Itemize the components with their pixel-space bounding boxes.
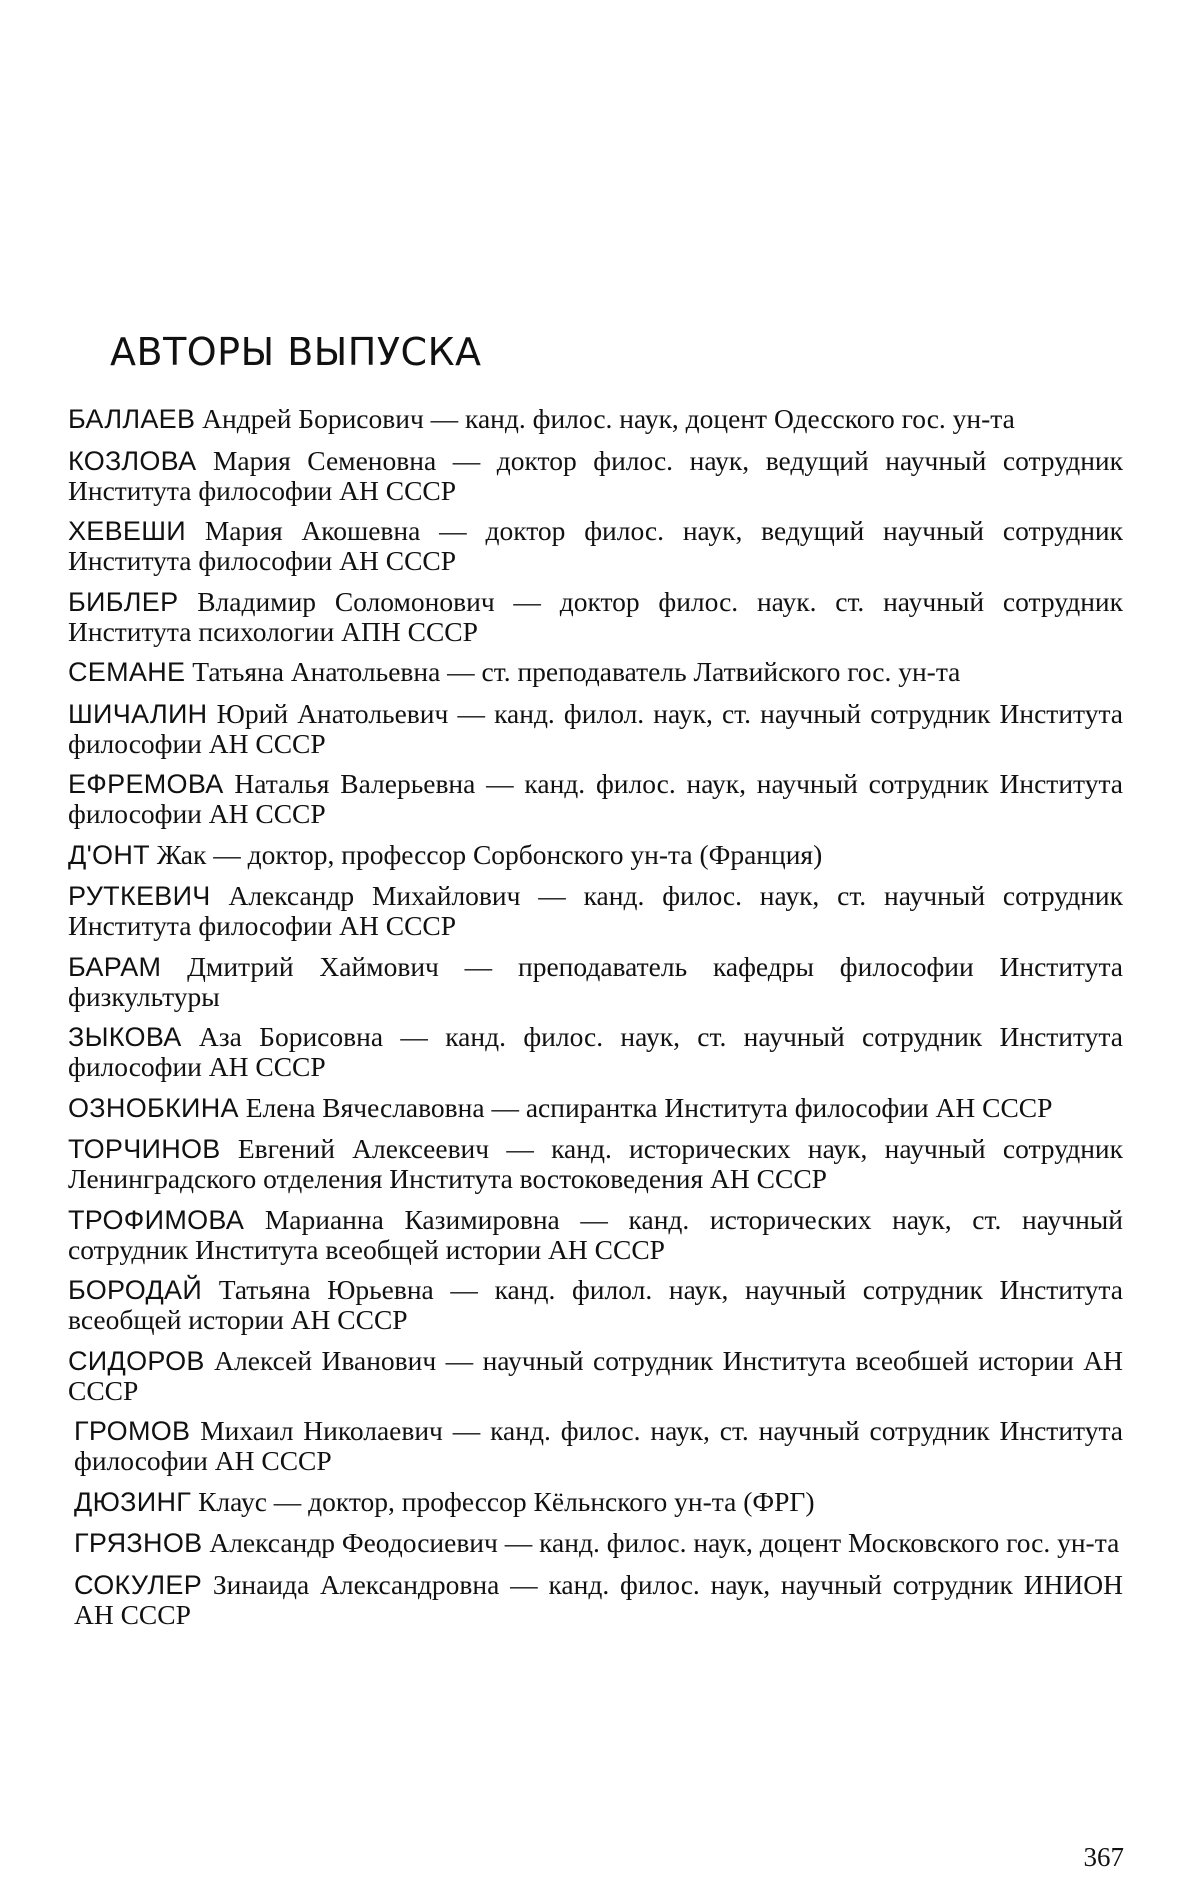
- author-surname: ОЗНОБКИНА: [68, 1092, 239, 1123]
- author-surname: КОЗЛОВА: [68, 445, 197, 476]
- author-details: Михаил Николаевич — канд. филос. наук, ст. научный сотрудник Института философии АН СССР: [74, 1415, 1124, 1476]
- author-entry: [68, 1022, 1123, 1081]
- author-surname: БОРОДАЙ: [68, 1275, 203, 1305]
- author-surname: ГРЯЗНОВ: [74, 1528, 203, 1558]
- author-entry: [68, 1528, 1123, 1558]
- page-number: 367: [1083, 1842, 1124, 1872]
- author-surname: ГРОМОВ: [74, 1416, 191, 1446]
- author-entry: [68, 587, 1123, 646]
- author-entry: [68, 1346, 1123, 1405]
- author-entry: [68, 446, 1123, 505]
- author-surname: ДЮЗИНГ: [74, 1486, 192, 1517]
- author-surname: СЕМАНЕ: [68, 657, 186, 687]
- author-surname: Д'ОНТ: [68, 839, 150, 870]
- author-entry: [68, 404, 1123, 434]
- author-entry: [68, 769, 1123, 828]
- author-entry: [68, 1416, 1123, 1475]
- author-surname: БАРАМ: [68, 951, 162, 982]
- author-list: [68, 404, 1123, 1640]
- author-surname: СИДОРОВ: [68, 1345, 205, 1376]
- author-entry: [68, 1570, 1123, 1629]
- author-entry: [68, 516, 1123, 575]
- author-surname: ШИЧАЛИН: [68, 698, 208, 729]
- author-surname: РУТКЕВИЧ: [68, 881, 211, 911]
- author-entry: [68, 881, 1123, 940]
- author-details: Мария Акошевна — доктор филос. наук, ведущий научный сотрудник Института философии АН СССР: [68, 515, 1123, 576]
- author-surname: ЕФРЕМОВА: [68, 769, 224, 799]
- author-entry: [68, 699, 1123, 758]
- author-surname: ЗЫКОВА: [68, 1022, 182, 1052]
- author-entry: [68, 1487, 1123, 1517]
- author-entry: [68, 657, 1123, 687]
- author-details: Наталья Валерьевна — канд. филос. наук, научный сотрудник Института философии АН СССР: [68, 768, 1124, 829]
- author-details: Зинаида Александровна — канд. филос. наук, научный сотрудник ИНИОН АН СССР: [74, 1568, 1124, 1630]
- author-entry: [68, 840, 1123, 870]
- author-surname: СОКУЛЕР: [74, 1569, 203, 1600]
- author-details: Александр Михайлович — канд. филос. наук, ст. научный сотрудник Института философии АН СССР: [68, 880, 1124, 941]
- author-surname: ТОРЧИНОВ: [68, 1134, 221, 1164]
- author-details: Андрей Борисович — канд. филос. наук, доцент Одесского гос. ун-та: [202, 403, 1015, 434]
- author-details: Марианна Казимировна — канд. исторических наук, ст. научный сотрудник Института всеобщей истории АН СССР: [68, 1203, 1123, 1265]
- author-details: Елена Вячеславовна — аспирантка Института философии АН СССР: [245, 1091, 1053, 1123]
- section-title: АВТОРЫ ВЫПУСКА: [110, 330, 482, 374]
- author-details: Юрий Анатольевич — канд. филол. наук, ст. научный сотрудник Института философии АН СССР: [68, 697, 1123, 759]
- author-details: Алексей Иванович — научный сотрудник Института всеобшей истории АН СССР: [68, 1344, 1123, 1406]
- author-details: Мария Семеновна — доктор филос. наук, ведущий научный сотрудник Института философии АН СССР: [68, 444, 1124, 506]
- author-surname: БАЛЛАЕВ: [68, 404, 196, 434]
- author-surname: ХЕВЕШИ: [68, 516, 186, 546]
- author-details: Аза Борисовна — канд. филос. наук, ст. научный сотрудник Института философии АН СССР: [68, 1021, 1123, 1082]
- author-details: Татьяна Юрьевна — канд. филол. наук, научный сотрудник Института всеобщей истории АН СССР: [68, 1274, 1123, 1335]
- author-entry: [68, 1205, 1123, 1264]
- author-details: Александр Феодосиевич — канд. филос. наук, доцент Московского гос. ун-та: [209, 1527, 1120, 1558]
- author-entry: [68, 1134, 1123, 1193]
- author-details: Владимир Соломонович — доктор филос. наук. ст. научный сотрудник Института психологии АПН СССР: [68, 585, 1124, 647]
- author-entry: [68, 952, 1123, 1011]
- author-details: Жак — доктор, профессор Сорбонского ун-та (Франция): [156, 838, 823, 870]
- author-details: Татьяна Анатольевна — ст. преподаватель Латвийского гос. ун-та: [192, 656, 961, 687]
- author-entry: [68, 1275, 1123, 1334]
- author-details: Евгений Алексеевич — канд. исторических наук, научный сотрудник Ленинградского отделения Института востоковедения АН СССР: [68, 1133, 1123, 1194]
- author-details: Клаус — доктор, профессор Кёльнского ун-та (ФРГ): [198, 1485, 815, 1517]
- author-surname: ТРОФИМОВА: [68, 1204, 245, 1235]
- author-entry: [68, 1093, 1123, 1123]
- author-details: Дмитрий Хаймович — преподаватель кафедры философии Института физкультуры: [68, 950, 1124, 1012]
- author-surname: БИБЛЕР: [68, 586, 179, 617]
